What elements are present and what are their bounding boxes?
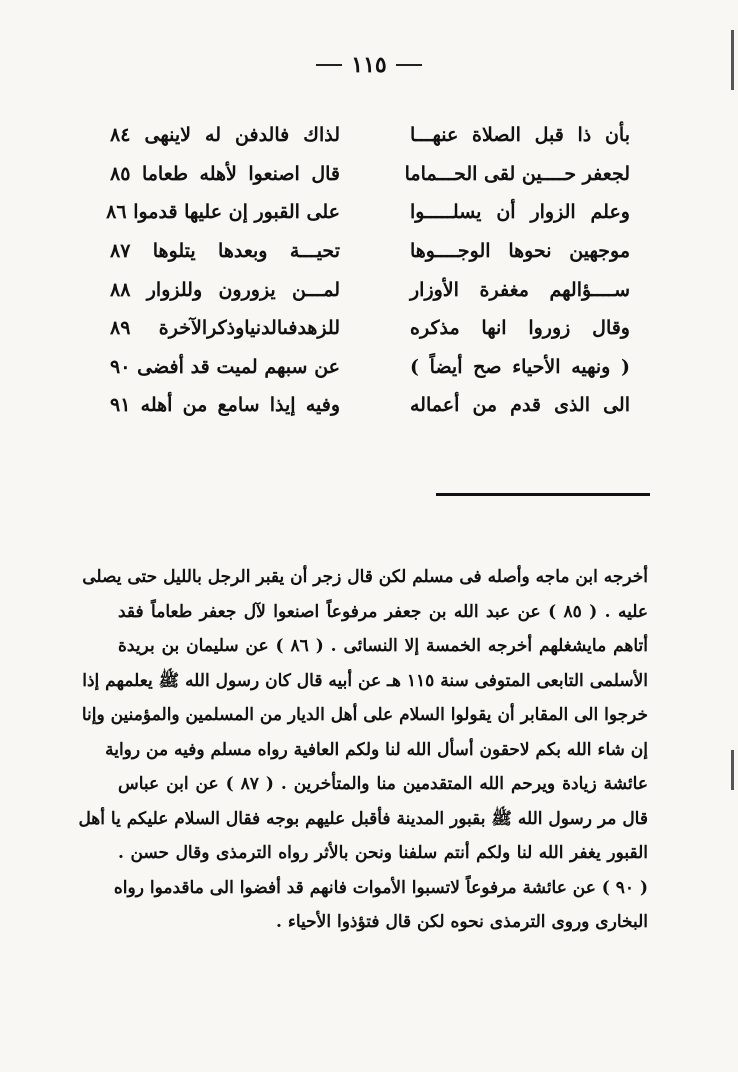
footnotes [78, 560, 648, 940]
page-header [0, 52, 738, 78]
verse-second-hemistich: قال اصنعوا لأهله طعاما ٨٥ [110, 162, 340, 185]
verse-first-hemistich: موجهين نحوها الوجــــوها [410, 240, 630, 263]
verse-second-hemistich: عن سبهم لميت قد أفضى ٩٠ [110, 355, 340, 378]
verse-line [110, 155, 630, 194]
scan-edge-mark [731, 750, 734, 790]
footnote-line: ( ٩٠ ) عن عائشة مرفوعاً لاتسبوا الأموات فانهم قد أفضوا الى ماقدموا رواه [113, 877, 648, 898]
verse-first-hemistich: الى الذى قدم من أعماله [410, 394, 630, 417]
footnote-line: إن شاء الله بكم لاحقون أسأل الله لنا ولكم العافية رواه مسلم وفيه من رواية [105, 739, 648, 760]
verse-second-hemistich: لذاك فالدفن له لاينهى ٨٤ [110, 124, 340, 147]
footnote-line: البخارى وروى الترمذى نحوه لكن قال فتؤذوا الأحياء . [276, 912, 648, 932]
verse-line [110, 348, 630, 387]
footnote-line: قال مر رسول الله ﷺ بقبور المدينة فأقبل عليهم بوجه فقال السلام عليكم يا أهل [78, 808, 648, 829]
verse-second-hemistich: وفيه إيذا سامع من أهله ٩١ [110, 394, 340, 417]
header-dash-right [396, 64, 422, 66]
page-number: ١١٥ [351, 52, 387, 78]
footnote-line: أخرجه ابن ماجه وأصله فى مسلم لكن قال زجر أن يقبر الرجل بالليل حتى يصلى [82, 567, 648, 587]
verse-first-hemistich: لجعفر حــــين لقى الحـــماما [404, 162, 630, 185]
footnote-line: عائشة زيادة ويرحم الله المتقدمين منا والمتأخرين . ( ٨٧ ) عن ابن عباس [118, 774, 648, 794]
verse-first-hemistich: وعلم الزوار أن يسلـــــوا [410, 201, 630, 224]
footnote-line: خرجوا الى المقابر أن يقولوا السلام على أهل الديار من المسلمين والمؤمنين وإنا [81, 705, 648, 725]
verse-first-hemistich: ( ونهيه الأحياء صح أيضاً ) [410, 355, 630, 378]
verse-second-hemistich: لمـــن يزورون وللزوار ٨٨ [110, 278, 340, 301]
verse-line [106, 193, 630, 232]
header-dash-left [316, 64, 342, 66]
verse-second-hemistich: للزهدفىالدنياوذكرالآخرة ٨٩ [110, 317, 340, 340]
verse-second-hemistich: تحيـــة وبعدها يتلوها ٨٧ [110, 240, 340, 263]
footnote-line: أتاهم مايشغلهم أخرجه الخمسة إلا النسائى . ( ٨٦ ) عن سليمان بن بريدة [118, 636, 648, 656]
verse-first-hemistich: بأن ذا قبل الصلاة عنهـــا [410, 124, 630, 147]
footnote-line: القبور يغفر الله لنا ولكم أنتم سلفنا ونحن بالأثر رواه الترمذى وقال حسن . [118, 843, 648, 863]
footnote-separator [436, 493, 650, 496]
footnote-line: عليه . ( ٨٥ ) عن عبد الله بن جعفر مرفوعاً اصنعوا لآل جعفر طعاماً فقد [118, 601, 648, 622]
footnote-line: الأسلمى التابعى المتوفى سنة ١١٥ هـ عن أبيه قال كان رسول الله ﷺ يعلمهم إذا [82, 670, 648, 691]
verse-first-hemistich: ســــؤالهم مغفرة الأوزار [410, 278, 630, 301]
verse-second-hemistich: على القبور إن عليها قدموا ٨٦ [106, 201, 340, 224]
verse-line [110, 309, 630, 348]
scan-edge-mark [731, 30, 734, 90]
verse-first-hemistich: وقال زوروا انها مذكره [410, 317, 630, 340]
verse-line [110, 232, 630, 271]
poem-verses [106, 116, 630, 425]
verse-line [110, 116, 630, 155]
verse-line [110, 270, 630, 309]
verse-line [110, 386, 630, 425]
